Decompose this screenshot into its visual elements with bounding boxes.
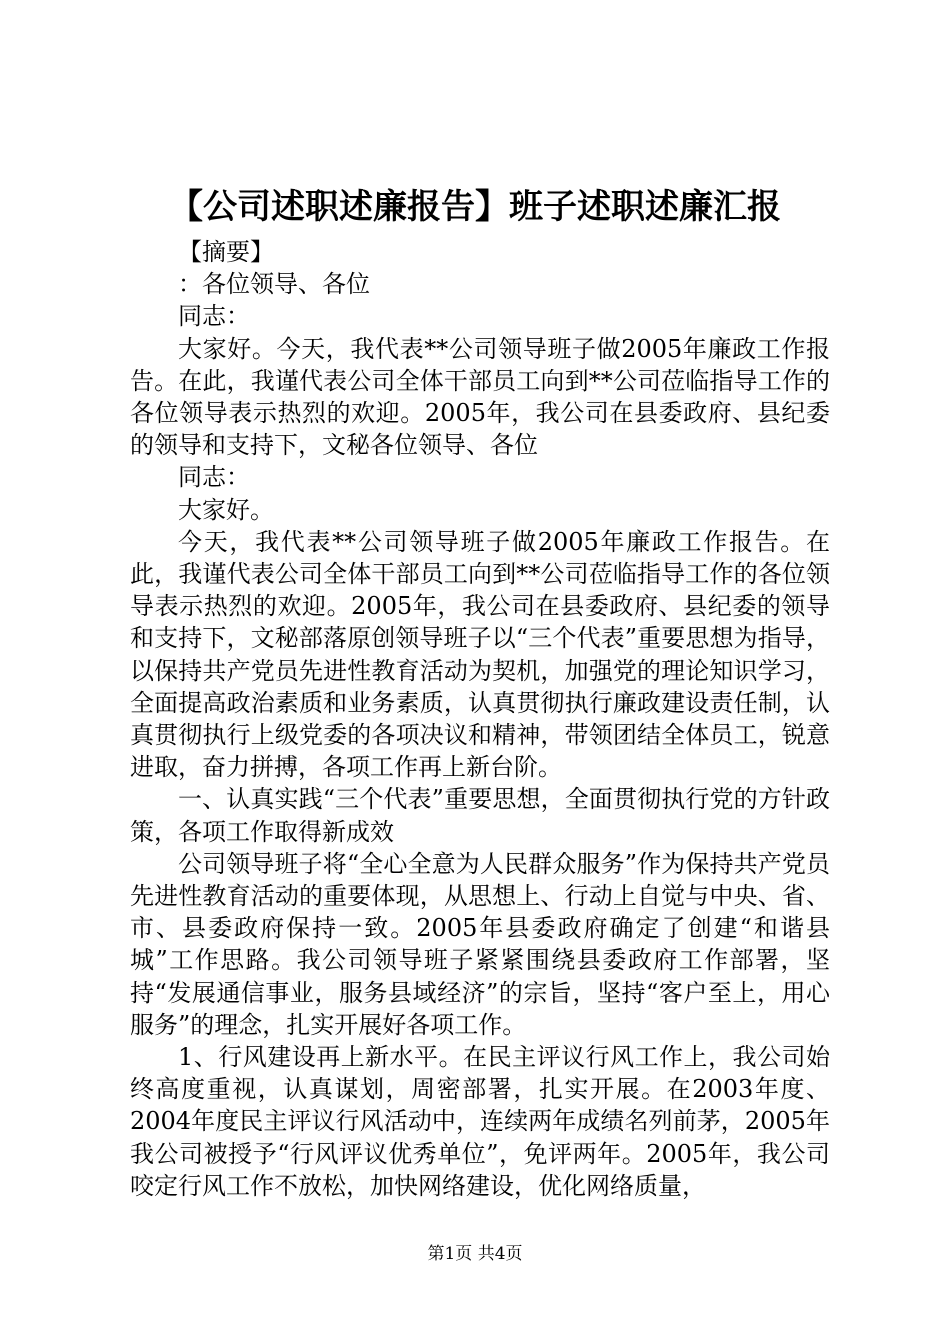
- paragraph-item-1: 1、行风建设再上新水平。在民主评议行风工作上，我公司始终高度重视，认真谋划，周密部署，扎实开展。在2003年度、2004年度民主评议行风活动中，连续两年成绩名列前茅，2005年我公司被授予“行风评议优秀单位”，免评两年。2005年，我公司咬定行风工作不放松，加快网络建设，优化网络质量，: [130, 1043, 830, 1200]
- document-title: 【公司述职述廉报告】班子述职述廉汇报: [169, 187, 781, 227]
- page-footer: 第1页 共4页: [427, 1244, 523, 1264]
- paragraph-comrades: 同志：: [178, 302, 250, 331]
- paragraph-intro: 今天，我代表**公司领导班子做2005年廉政工作报告。在此，我谨代表公司全体干部员工向到**公司莅临指导工作的各位领导表示热烈的欢迎。2005年，我公司在县委政府、县纪委的领导和支持下，文秘部落原创领导班子以“三个代表”重要思想为指导，以保持共产党员先进性教育活动为契机，加强党的理论知识学习，全面提高政治素质和业务素质，认真贯彻执行廉政建设责任制，认真贯彻执行上级党委的各项决议和精神，带领团结全体员工，锐意进取，奋力拼搏，各项工作再上新台阶。: [130, 527, 830, 782]
- paragraph-greeting: 大家好。: [178, 495, 274, 524]
- section-heading-1: 一、认真实践“三个代表”重要思想，全面贯彻执行党的方针政策，各项工作取得新成效: [130, 785, 830, 846]
- paragraph-salutation: ：各位领导、各位: [178, 270, 370, 299]
- paragraph-abstract-label: 【摘要】: [178, 238, 274, 266]
- paragraph-section-1: 公司领导班子将“全心全意为人民群众服务”作为保持共产党员先进性教育活动的重要体现，从思想上、行动上自觉与中央、省、市、县委政府保持一致。2005年县委政府确定了创建“和谐县城”工作思路。我公司领导班子紧紧围绕县委政府工作部署，坚持“发展通信事业，服务县域经济”的宗旨，坚持“客户至上，用心服务”的理念，扎实开展好各项工作。: [130, 849, 830, 1039]
- document-body: [130, 236, 830, 1202]
- paragraph-comrades-2: 同志：: [178, 463, 250, 492]
- paragraph-summary: 大家好。今天，我代表**公司领导班子做2005年廉政工作报告。在此，我谨代表公司全体干部员工向到**公司莅临指导工作的各位领导表示热烈的欢迎。2005年，我公司在县委政府、县纪委的领导和支持下，文秘各位领导、各位: [130, 334, 830, 460]
